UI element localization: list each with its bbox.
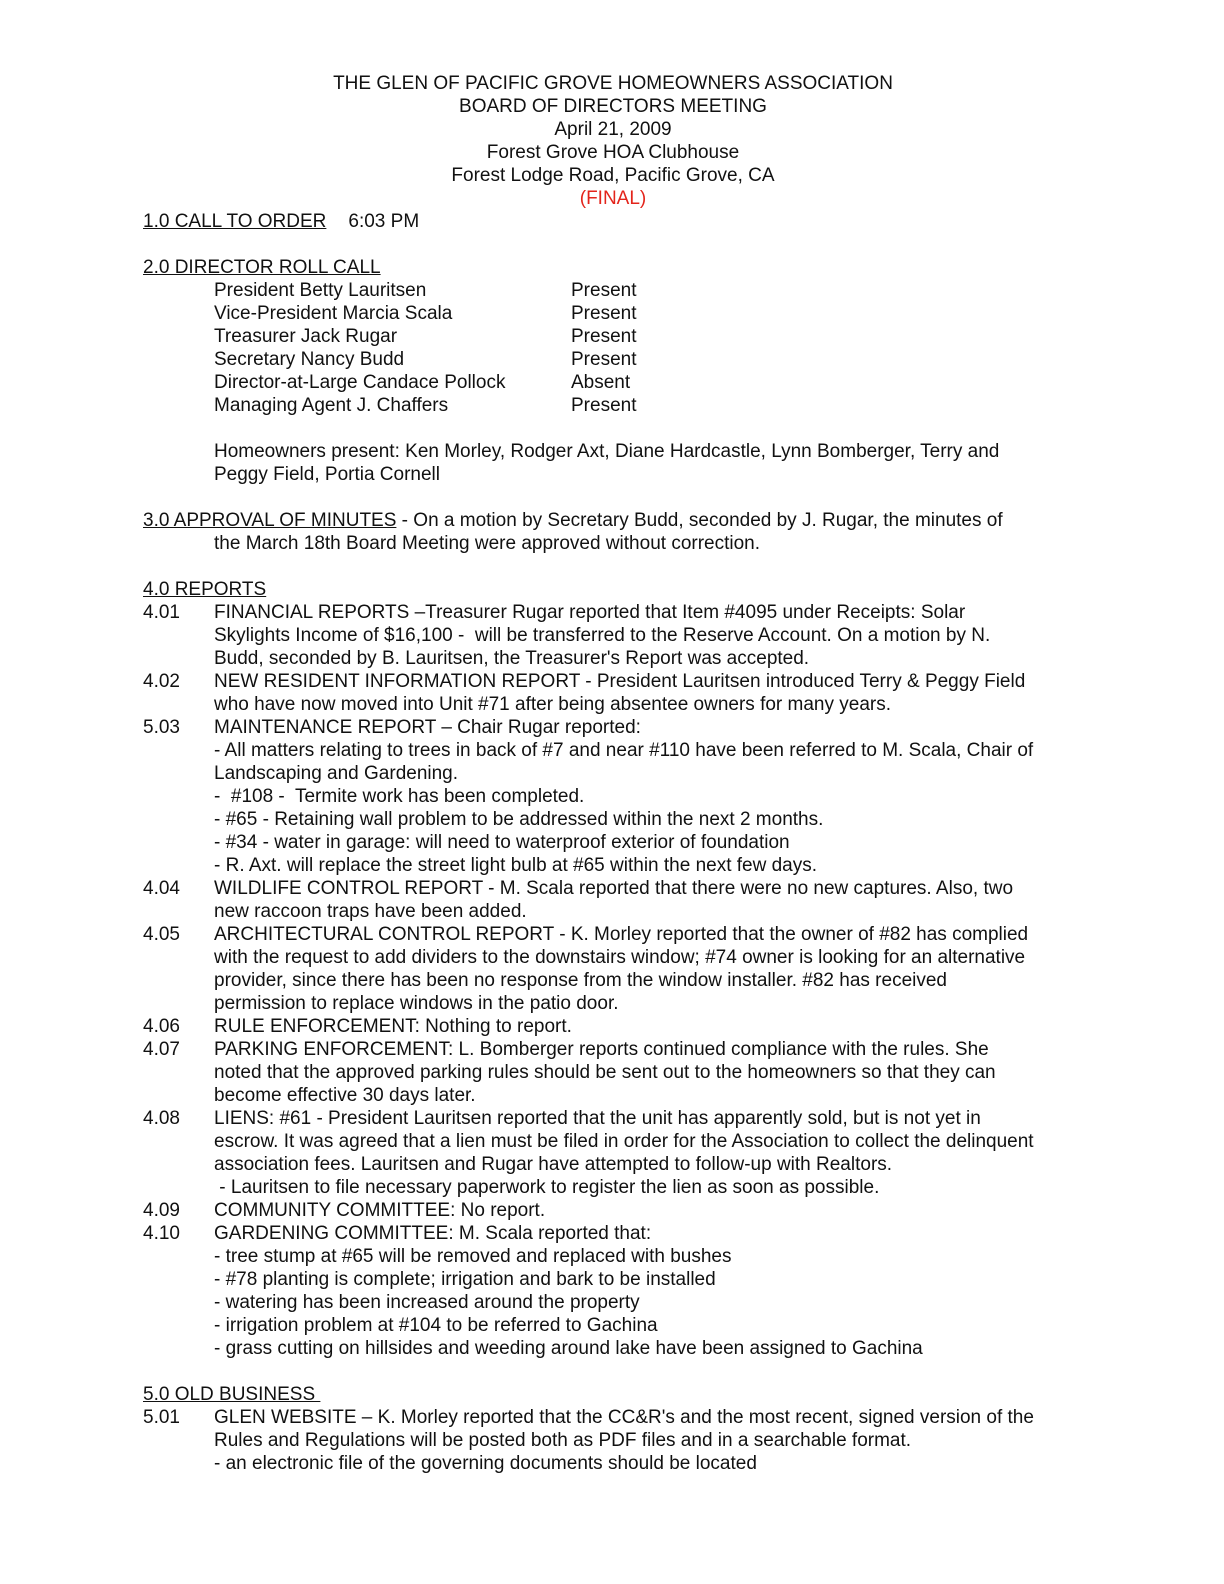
director-name: President Betty Lauritsen [214, 280, 427, 301]
director-name: Treasurer Jack Rugar [214, 326, 398, 347]
item-line: Budd, seconded by B. Lauritsen, the Treasurer's Report was accepted. [214, 648, 810, 669]
item-number: 4.02 [143, 671, 180, 692]
item-number: 4.09 [143, 1200, 180, 1221]
attendance-status: Present [571, 303, 637, 324]
item-line: RULE ENFORCEMENT: Nothing to report. [214, 1016, 572, 1037]
item-line: ARCHITECTURAL CONTROL REPORT - K. Morley reported that the owner of #82 has complied [214, 924, 1029, 945]
director-name: Managing Agent J. Chaffers [214, 395, 449, 416]
item-line: COMMUNITY COMMITTEE: No report. [214, 1200, 546, 1221]
item-line: escrow. It was agreed that a lien must be filed in order for the Association to collect the delinquent [214, 1131, 1034, 1152]
item-line: - #65 - Retaining wall problem to be addressed within the next 2 months. [214, 809, 824, 830]
old-business-list [143, 1406, 1083, 1475]
table-row [214, 394, 1083, 417]
item-number: 4.01 [143, 602, 180, 623]
item-text [214, 716, 1083, 877]
meeting-date: April 21, 2009 [554, 119, 672, 140]
minutes-page [143, 72, 1083, 1475]
director-name: Director-at-Large Candace Pollock [214, 372, 506, 393]
item-line: new raccoon traps have been added. [214, 901, 527, 922]
item-text [214, 1199, 1083, 1222]
item-text [214, 877, 1083, 923]
list-item [143, 1199, 1083, 1222]
item-line: PARKING ENFORCEMENT: L. Bomberger reports continued compliance with the rules. She [214, 1039, 989, 1060]
call-to-order-section [143, 210, 1083, 233]
item-line: - tree stump at #65 will be removed and replaced with bushes [214, 1246, 732, 1267]
item-number: 4.08 [143, 1108, 180, 1129]
list-item [143, 670, 1083, 716]
item-line: Landscaping and Gardening. [214, 763, 459, 784]
item-line: association fees. Lauritsen and Rugar have attempted to follow-up with Realtors. [214, 1154, 893, 1175]
item-line: - #78 planting is complete; irrigation and bark to be installed [214, 1269, 716, 1290]
attendance-status: Present [571, 280, 637, 301]
approval-text: - On a motion by Secretary Budd, seconded by J. Rugar, the minutes of [396, 510, 1003, 531]
item-line: noted that the approved parking rules should be sent out to the homeowners so that they can [214, 1062, 996, 1083]
item-line: - #34 - water in garage: will need to waterproof exterior of foundation [214, 832, 790, 853]
item-line: - watering has been increased around the property [214, 1292, 640, 1313]
document-status: (FINAL) [579, 188, 647, 209]
item-line: who have now moved into Unit #71 after being absentee owners for many years. [214, 694, 891, 715]
item-text [214, 670, 1083, 716]
roll-call-table [143, 279, 1083, 417]
meeting-venue: Forest Grove HOA Clubhouse [486, 142, 740, 163]
item-line: NEW RESIDENT INFORMATION REPORT - President Lauritsen introduced Terry & Peggy Field [214, 671, 1026, 692]
reports-list [143, 601, 1083, 1360]
item-number: 4.05 [143, 924, 180, 945]
attendance-status: Present [571, 326, 637, 347]
item-line: permission to replace windows in the patio door. [214, 993, 619, 1014]
list-item [143, 1406, 1083, 1475]
item-number: 5.01 [143, 1407, 180, 1428]
list-item [143, 1015, 1083, 1038]
item-line: - R. Axt. will replace the street light bulb at #65 within the next few days. [214, 855, 818, 876]
list-item [143, 716, 1083, 877]
director-name: Secretary Nancy Budd [214, 349, 405, 370]
item-text [214, 1015, 1083, 1038]
table-row [214, 348, 1083, 371]
item-text [214, 923, 1083, 1015]
table-row [214, 325, 1083, 348]
list-item [143, 923, 1083, 1015]
item-line: LIENS: #61 - President Lauritsen reported that the unit has apparently sold, but is not yet in [214, 1108, 981, 1129]
reports-section [143, 578, 1083, 1360]
item-text [214, 1222, 1083, 1360]
attendance-status: Present [571, 349, 637, 370]
old-business-section [143, 1383, 1083, 1475]
item-line: Rules and Regulations will be posted both as PDF files and in a searchable format. [214, 1430, 912, 1451]
item-number: 4.07 [143, 1039, 180, 1060]
item-line: - #108 - Termite work has been completed. [214, 786, 585, 807]
table-row [214, 371, 1083, 394]
item-line: MAINTENANCE REPORT – Chair Rugar reported: [214, 717, 641, 738]
list-item [143, 1222, 1083, 1360]
item-text [214, 1107, 1083, 1199]
item-number: 4.06 [143, 1016, 180, 1037]
item-line: - grass cutting on hillsides and weeding around lake have been assigned to Gachina [214, 1338, 923, 1359]
item-line: WILDLIFE CONTROL REPORT - M. Scala reported that there were no new captures. Also, two [214, 878, 1014, 899]
list-item [143, 877, 1083, 923]
item-number: 5.03 [143, 717, 180, 738]
item-line: provider, since there has been no response from the window installer. #82 has received [214, 970, 947, 991]
list-item [143, 1038, 1083, 1107]
approval-text-cont: the March 18th Board Meeting were approved without correction. [214, 533, 761, 554]
homeowners-present: Homeowners present: Ken Morley, Rodger Axt, Diane Hardcastle, Lynn Bomberger, Terry and Peggy Field, Portia Cornell [214, 441, 1000, 485]
roll-call-heading: 2.0 DIRECTOR ROLL CALL [143, 257, 381, 278]
item-text [214, 1406, 1083, 1475]
item-line: become effective 30 days later. [214, 1085, 476, 1106]
table-row [214, 302, 1083, 325]
association-name: THE GLEN OF PACIFIC GROVE HOMEOWNERS ASSOCIATION [333, 73, 893, 94]
meeting-address: Forest Lodge Road, Pacific Grove, CA [451, 165, 775, 186]
approval-section [143, 509, 1083, 555]
attendance-status: Absent [571, 372, 631, 393]
item-line: - irrigation problem at #104 to be referred to Gachina [214, 1315, 658, 1336]
call-to-order-time: 6:03 PM [348, 211, 420, 232]
item-number: 4.10 [143, 1223, 180, 1244]
item-line: Skylights Income of $16,100 - will be transferred to the Reserve Account. On a motion by N. [214, 625, 991, 646]
item-line: GLEN WEBSITE – K. Morley reported that the CC&R's and the most recent, signed version of the [214, 1407, 1034, 1428]
meeting-title: BOARD OF DIRECTORS MEETING [459, 96, 767, 117]
item-text [214, 601, 1083, 670]
item-line: with the request to add dividers to the downstairs window; #74 owner is looking for an alternative [214, 947, 1026, 968]
document-header [143, 72, 1083, 210]
list-item [143, 1107, 1083, 1199]
item-line: - Lauritsen to file necessary paperwork to register the lien as soon as possible. [214, 1177, 880, 1198]
item-line: FINANCIAL REPORTS –Treasurer Rugar reported that Item #4095 under Receipts: Solar [214, 602, 966, 623]
approval-heading: 3.0 APPROVAL OF MINUTES [143, 510, 397, 531]
roll-call-section [143, 256, 1083, 486]
call-to-order-heading: 1.0 CALL TO ORDER [143, 211, 327, 232]
item-line: GARDENING COMMITTEE: M. Scala reported that: [214, 1223, 652, 1244]
item-line: - All matters relating to trees in back of #7 and near #110 have been referred to M. Scala, Chair of [214, 740, 1034, 761]
list-item [143, 601, 1083, 670]
old-business-heading: 5.0 OLD BUSINESS [143, 1384, 321, 1405]
director-name: Vice-President Marcia Scala [214, 303, 453, 324]
item-line: - an electronic file of the governing documents should be located [214, 1453, 757, 1474]
reports-heading: 4.0 REPORTS [143, 579, 267, 600]
attendance-status: Present [571, 395, 637, 416]
item-text [214, 1038, 1083, 1107]
item-number: 4.04 [143, 878, 180, 899]
table-row [214, 279, 1083, 302]
